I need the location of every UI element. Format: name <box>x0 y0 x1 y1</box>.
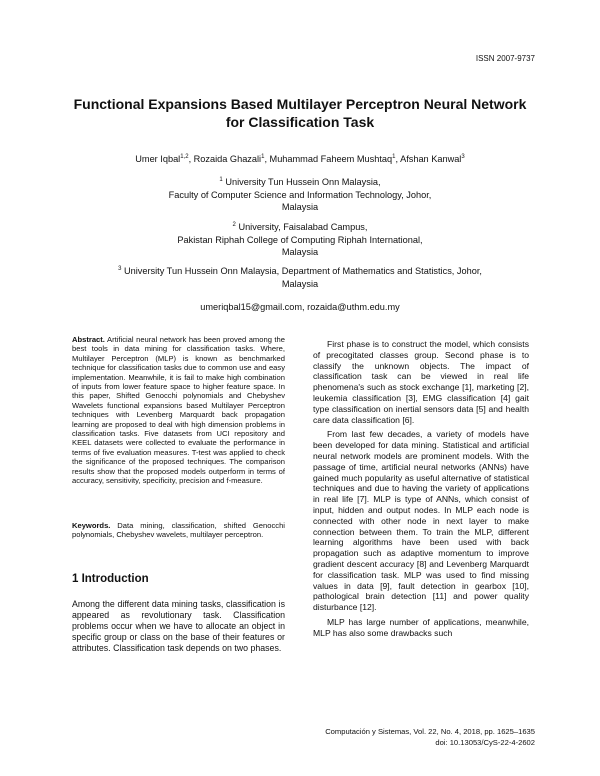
author-emails: umeriqbal15@gmail.com, rozaida@uthm.edu.my <box>200 302 400 312</box>
author-name: Afshan Kanwal <box>400 154 462 164</box>
right-column <box>313 339 529 643</box>
section-heading-introduction: 1 Introduction <box>72 573 149 585</box>
body-paragraph: Among the different data mining tasks, classification is appeared as revolutionary task. Classification problems occur when we have to allocate an object in specific group or class on the base of their features or attributes. Classification task depends on two phases. <box>72 599 285 653</box>
keywords-text: Data mining, classification, shifted Genocchi polynomials, Chebyshev wavelets, multilayer perceptron. <box>72 521 285 540</box>
doi: doi: 10.13053/CyS-22-4-2602 <box>435 738 535 747</box>
author-name: Umer Iqbal <box>135 154 181 164</box>
affiliation-number: 3 <box>118 265 122 272</box>
affiliation-2 <box>60 221 540 259</box>
affiliation-1 <box>60 176 540 214</box>
keywords-label: Keywords. <box>72 521 111 530</box>
affiliation-line: University Tun Hussein Onn Malaysia, <box>225 177 381 187</box>
body-paragraph: MLP has large number of applications, meanwhile, MLP has also some drawbacks such <box>313 616 529 638</box>
affiliation-line: Malaysia <box>281 247 319 257</box>
affiliation-line: Faculty of Computer Science and Information Technology, Johor, <box>168 189 432 200</box>
body-paragraph: From last few decades, a variety of models have been developed for data mining. Statistical and artificial neural network models are prominent models. With the passage of time, artificial neural networks (ANNs) have gained much popularity as useful alternative of statistical techniques and due to having the variety of applications in real life [7]. MLP is type of ANNs, which consist of input, hidden and output nodes. In MLP each node is connected with other node in next layer to make connection between them. To train the MLP, different learning algorithms have been used with back propagation such as adaptive momentum to improve gradient descent accuracy [8] and Levenberg Marquardt for classification task. MLP was used to find missing values in data [9], fault detection in gearbox [10], pathological brain detection [11] and power quality disturbance [12]. <box>313 429 529 613</box>
abstract-label: Abstract. <box>72 335 105 344</box>
affiliation-line: University, Faisalabad Campus, <box>238 222 368 232</box>
paper-title <box>60 95 540 131</box>
author-list: Umer Iqbal$^{1,2}$, Rozaida Ghazali$^1$, Muhammad Faheem Mushtaq$^1$, Afshan Kanwal$^3$ <box>135 153 465 164</box>
title-line-2: for Classification Task <box>225 114 375 130</box>
author-affiliation-mark: 3 <box>461 153 465 160</box>
affiliation-line: Malaysia <box>281 278 319 289</box>
title-line-1: Functional Expansions Based Multilayer Perceptron Neural Network <box>73 96 527 112</box>
page-footer <box>325 726 535 748</box>
journal-citation: Computación y Sistemas, Vol. 22, No. 4, 2018, pp. 1625–1635 <box>325 727 535 736</box>
affiliation-line: University Tun Hussein Onn Malaysia, Department of Mathematics and Statistics, Johor, <box>123 266 482 276</box>
affiliation-line: Pakistan Riphah College of Computing Riphah International, <box>177 234 423 245</box>
affiliation-3 <box>60 265 540 290</box>
issn-header: ISSN 2007-9737 <box>475 54 535 63</box>
author-name: Rozaida Ghazali <box>193 154 262 164</box>
affiliation-number: 1 <box>219 176 223 183</box>
affiliation-line: Malaysia <box>281 202 319 212</box>
author-affiliation-mark: 1 <box>261 153 265 160</box>
author-affiliation-mark: 1,2 <box>180 153 189 160</box>
abstract <box>72 335 285 486</box>
author-affiliation-mark: 1 <box>392 153 396 160</box>
abstract-text: Artificial neural network has been proved among the best tools in data mining for classification tasks. Where, Multilayer Perceptron (MLP) is known as benchmarked technique for classification tasks due to common use and easy implementation. Meanwhile, it is fail to make high combination of inputs from lower feature space to higher feature space. In this paper, Shifted Genocchi polynomials and Chebyshev Wavelets functional expansions based Multilayer Perceptron techniques with Levenberg Marquardt back propagation learning are proposed to deal with high dimension problems in classification tasks. Five datasets from UCI repository and KEEL datasets were collected to evaluate the performance in terms of five evaluation measures. T-test was applied to check the significance of the proposed techniques. The comparison results show that the proposed models outperform in terms of accuracy, sensitivity, specificity, precision and f-measure. <box>72 335 285 486</box>
keywords <box>72 521 285 540</box>
affiliation-number: 2 <box>232 221 236 228</box>
body-paragraph: First phase is to construct the model, which consists of precogitated classes group. Second phase is to classify the unknown objects. The impact of classification task can be viewed in real life phenomena's such as stock exchange [1], marketing [2], leukemia classification [3], EMG classification [4] gait type classification on inertial sensors data [5] and health care data classification [6]. <box>313 339 529 425</box>
author-name: Muhammad Faheem Mushtaq <box>269 154 393 164</box>
